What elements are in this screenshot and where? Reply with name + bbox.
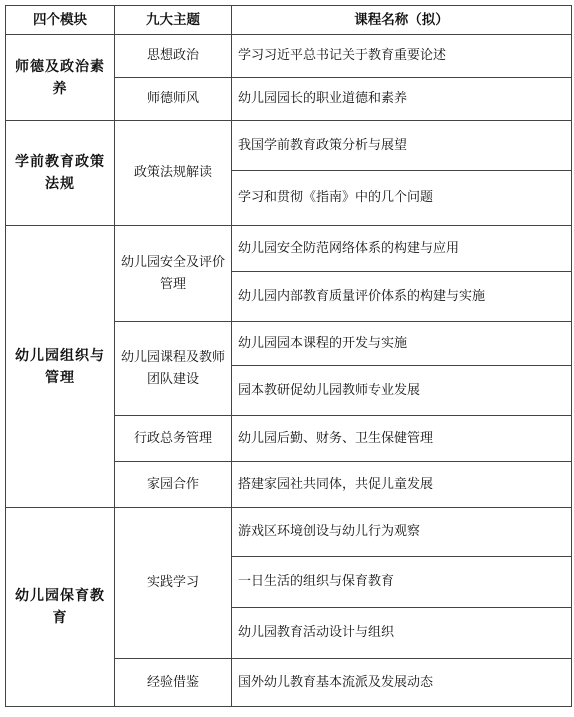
course-cell: 游戏区环境创设与幼儿行为观察 — [232, 508, 572, 557]
course-cell: 一日生活的组织与保育教育 — [232, 557, 572, 608]
module-cell: 师德及政治素养 — [6, 35, 115, 121]
course-cell: 幼儿园后勤、财务、卫生保健管理 — [232, 416, 572, 462]
course-cell: 幼儿园安全防范网络体系的构建与应用 — [232, 226, 572, 272]
header-module: 四个模块 — [6, 6, 115, 35]
header-row — [6, 6, 572, 35]
course-cell: 幼儿园园本课程的开发与实施 — [232, 322, 572, 366]
header-theme: 九大主题 — [115, 6, 232, 35]
theme-cell: 家园合作 — [115, 462, 232, 508]
table-row — [6, 226, 572, 272]
theme-cell: 经验借鉴 — [115, 659, 232, 707]
course-cell: 我国学前教育政策分析与展望 — [232, 121, 572, 171]
course-cell: 幼儿园内部教育质量评价体系的构建与实施 — [232, 272, 572, 322]
course-cell: 学习习近平总书记关于教育重要论述 — [232, 35, 572, 78]
table-row — [6, 508, 572, 557]
course-cell: 园本教研促幼儿园教师专业发展 — [232, 366, 572, 416]
course-cell: 搭建家园社共同体，共促儿童发展 — [232, 462, 572, 508]
course-cell: 幼儿园教育活动设计与组织 — [232, 608, 572, 659]
theme-cell: 实践学习 — [115, 508, 232, 659]
table-row — [6, 35, 572, 78]
course-plan-table — [5, 5, 572, 707]
theme-cell: 师德师风 — [115, 78, 232, 121]
course-cell: 国外幼儿教育基本流派及发展动态 — [232, 659, 572, 707]
table-row — [6, 121, 572, 171]
header-course: 课程名称（拟） — [232, 6, 572, 35]
theme-cell: 幼儿园课程及教师团队建设 — [115, 322, 232, 416]
course-cell: 幼儿园园长的职业道德和素养 — [232, 78, 572, 121]
theme-cell: 思想政治 — [115, 35, 232, 78]
module-cell: 幼儿园组织与管理 — [6, 226, 115, 508]
module-cell: 幼儿园保育教育 — [6, 508, 115, 707]
theme-cell: 行政总务管理 — [115, 416, 232, 462]
module-cell: 学前教育政策法规 — [6, 121, 115, 226]
course-cell: 学习和贯彻《指南》中的几个问题 — [232, 171, 572, 226]
theme-cell: 幼儿园安全及评价管理 — [115, 226, 232, 322]
theme-cell: 政策法规解读 — [115, 121, 232, 226]
